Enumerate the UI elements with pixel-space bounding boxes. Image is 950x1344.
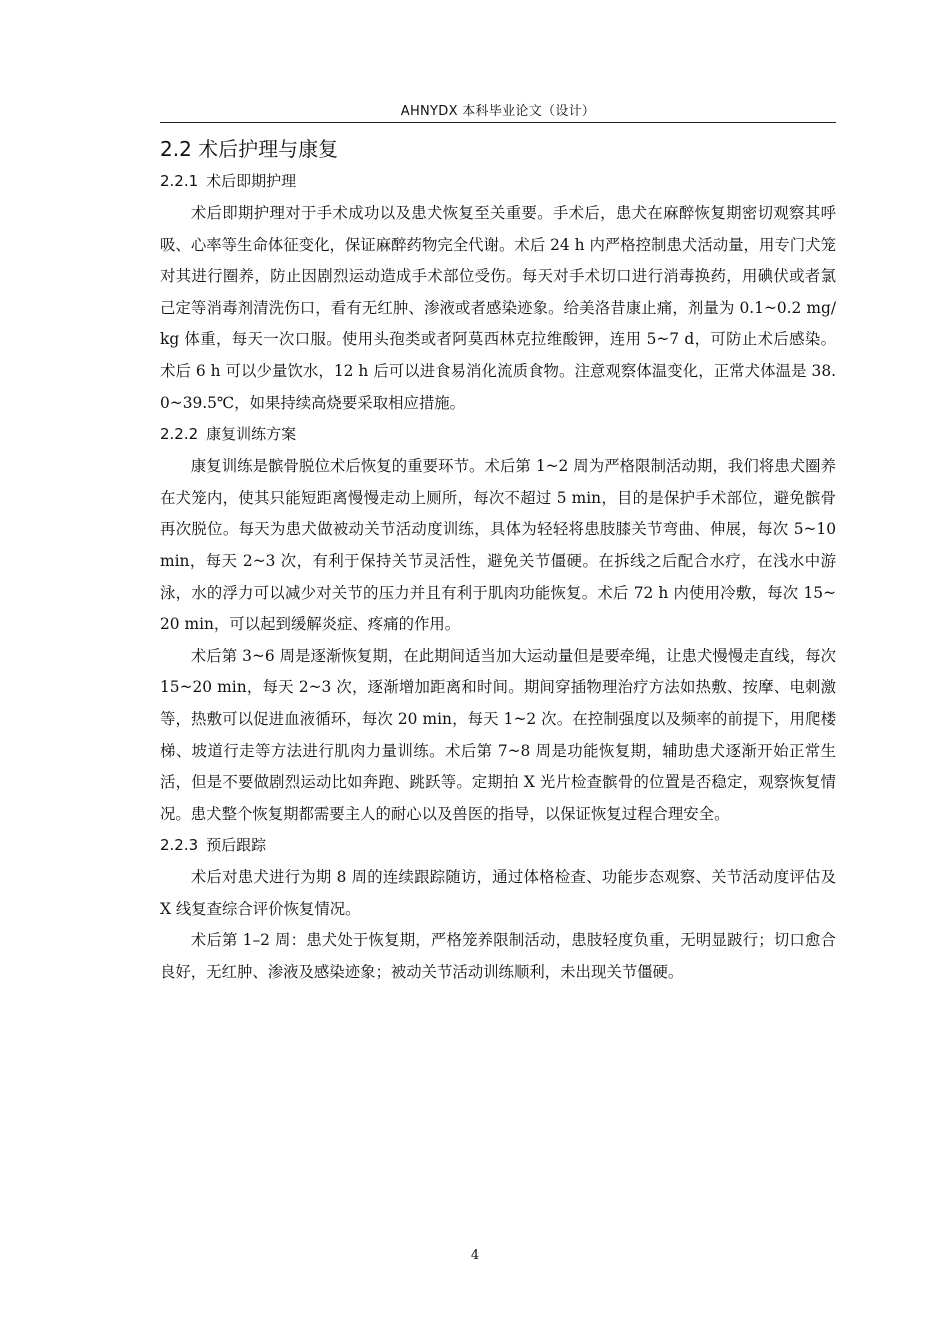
body-paragraph: 术后对患犬进行为期 8 周的连续跟踪随访，通过体格检查、功能步态观察、关节活动度评估及 X 线复查综合评价恢复情况。 <box>160 868 836 918</box>
subsection-number: 2.2.2 <box>160 425 199 444</box>
body-paragraph: 术后即期护理对于手术成功以及患犬恢复至关重要。手术后，患犬在麻醉恢复期密切观察其呼吸、心率等生命体征变化，保证麻醉药物完全代谢。术后 24 h 内严格控制患犬活动量，用专门犬笼对其进行圈养，防止因剧烈运动造成手术部位受伤。每天对手术切口进行消毒换药，用碘伏或者氯己定等消毒剂清洗伤口，看有无红肿、渗液或者感染迹象。给美洛昔康止痛，剂量为 0.1~0.2 mg/kg 体重，每天一次口服。使用头孢类或者阿莫西林克拉维酸钾，连用 5~7 d，可防止术后感染。术后 6 h 可以少量饮水，12 h 后可以进食易消化流质食物。注意观察体温变化，正常犬体温是 38.0~39.5℃，如果持续高烧要采取相应措施。 <box>160 204 836 412</box>
subsection-number: 2.2.3 <box>160 836 199 855</box>
subsection-heading <box>160 423 836 445</box>
subsection-post-op-care <box>160 170 836 419</box>
subsection-title: 康复训练方案 <box>206 425 297 444</box>
subsection-title: 预后跟踪 <box>206 836 267 855</box>
page-number: 4 <box>470 1248 480 1263</box>
body-paragraph: 术后第 1–2 周：患犬处于恢复期，严格笼养限制活动，患肢轻度负重，无明显跛行；切口愈合良好，无红肿、渗液及感染迹象；被动关节活动训练顺利，未出现关节僵硬。 <box>160 931 836 982</box>
section-heading: 2.2 术后护理与康复 <box>160 137 339 161</box>
body-paragraph: 康复训练是髌骨脱位术后恢复的重要环节。术后第 1~2 周为严格限制活动期，我们将患犬圈养在犬笼内，使其只能短距离慢慢走动上厕所，每次不超过 5 min，目的是保护手术部位，避免髌骨再次脱位。每天为患犬做被动关节活动度训练，具体为轻轻将患肢膝关节弯曲、伸展，每次 5~10 min，每天 2~3 次，有利于保持关节灵活性，避免关节僵硬。在拆线之后配合水疗，在浅水中游泳，水的浮力可以减少对关节的压力并且有利于肌肉功能恢复。术后 72 h 内使用冷敷，每次 15~20 min，可以起到缓解炎症、疼痛的作用。 <box>160 457 836 634</box>
header-rule <box>160 122 836 123</box>
subsection-rehab-plan <box>160 423 836 830</box>
running-header: AHNYDX 本科毕业论文（设计） <box>400 104 596 119</box>
subsection-heading <box>160 170 836 192</box>
body-paragraph: 术后第 3~6 周是逐渐恢复期，在此期间适当加大运动量但是要牵绳，让患犬慢慢走直线，每次 15~20 min，每天 2~3 次，逐渐增加距离和时间。期间穿插物理治疗方法如热敷、按摩、电刺激等，热敷可以促进血液循环，每次 20 min，每天 1~2 次。在控制强度以及频率的前提下，用爬楼梯、坡道行走等方法进行肌肉力量训练。术后第 7~8 周是功能恢复期，辅助患犬逐渐开始正常生活，但是不要做剧烈运动比如奔跑、跳跃等。定期拍 X 光片检查髌骨的位置是否稳定，观察恢复情况。患犬整个恢复期都需要主人的耐心以及兽医的指导，以保证恢复过程合理安全。 <box>160 646 836 823</box>
subsection-prognosis-followup <box>160 834 836 988</box>
subsection-number: 2.2.1 <box>160 172 199 190</box>
subsection-title: 术后即期护理 <box>206 172 297 190</box>
page-content <box>160 134 836 989</box>
subsection-heading <box>160 834 836 856</box>
